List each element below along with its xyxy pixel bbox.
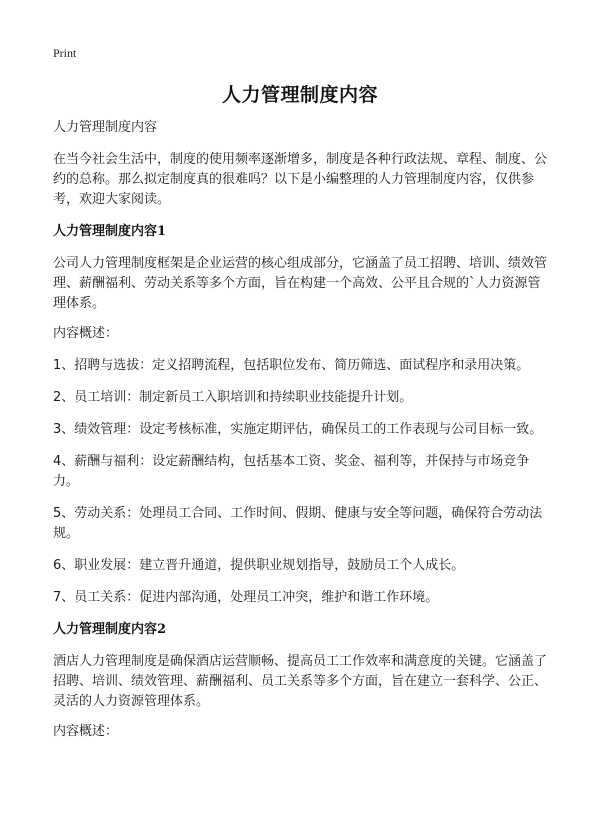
section-2-body: 酒店人力管理制度是确保酒店运营顺畅、提高员工工作效率和满意度的关键。它涵盖了招聘、培训、绩效管理、薪酬福利、员工关系等多个方面，旨在建立一套科学、公正、灵活的人力资源管理体系。 [53,654,548,709]
list-item: 1、招聘与选拔：定义招聘流程，包括职位发布、简历筛选、面试程序和录用决策。 [53,358,530,373]
section-2-overview-label: 内容概述： [53,724,119,739]
list-item: 3、绩效管理：设定考核标准，实施定期评估，确保员工的工作表现与公司目标一致。 [53,422,543,437]
print-label: Print [53,46,77,60]
list-item: 4、薪酬与福利：设定薪酬结构，包括基本工资、奖金、福利等，并保持与市场竞争力。 [53,454,530,489]
list-item: 7、员工关系：促进内部沟通，处理员工冲突，维护和谐工作环境。 [53,590,439,605]
list-item: 2、员工培训：制定新员工入职培训和持续职业技能提升计划。 [53,390,413,405]
list-item: 5、劳动关系：处理员工合同、工作时间、假期、健康与安全等问题，确保符合劳动法规。 [53,506,543,541]
section-1-overview-label: 内容概述： [53,326,119,341]
section-1-body: 公司人力管理制度框架是企业运营的核心组成部分，它涵盖了员工招聘、培训、绩效管理、薪酬福利、劳动关系等多个方面，旨在构建一个高效、公平且合规的`人力资源管理体系。 [53,256,548,311]
section-1-heading: 人力管理制度内容1 [53,224,167,239]
list-item: 6、职业发展：建立晋升通道，提供职业规划指导，鼓励员工个人成长。 [53,558,465,573]
page-title: 人力管理制度内容 [221,84,378,106]
section-2-heading: 人力管理制度内容2 [53,622,167,637]
intro-paragraph: 在当今社会生活中，制度的使用频率逐渐增多，制度是各种行政法规、章程、制度、公约的总称。那么拟定制度真的很难吗？以下是小编整理的人力管理制度内容，仅供参考，欢迎大家阅读。 [53,152,548,207]
section-1-list [53,356,553,608]
document-subtitle: 人力管理制度内容 [53,120,158,135]
document-body [53,118,553,752]
